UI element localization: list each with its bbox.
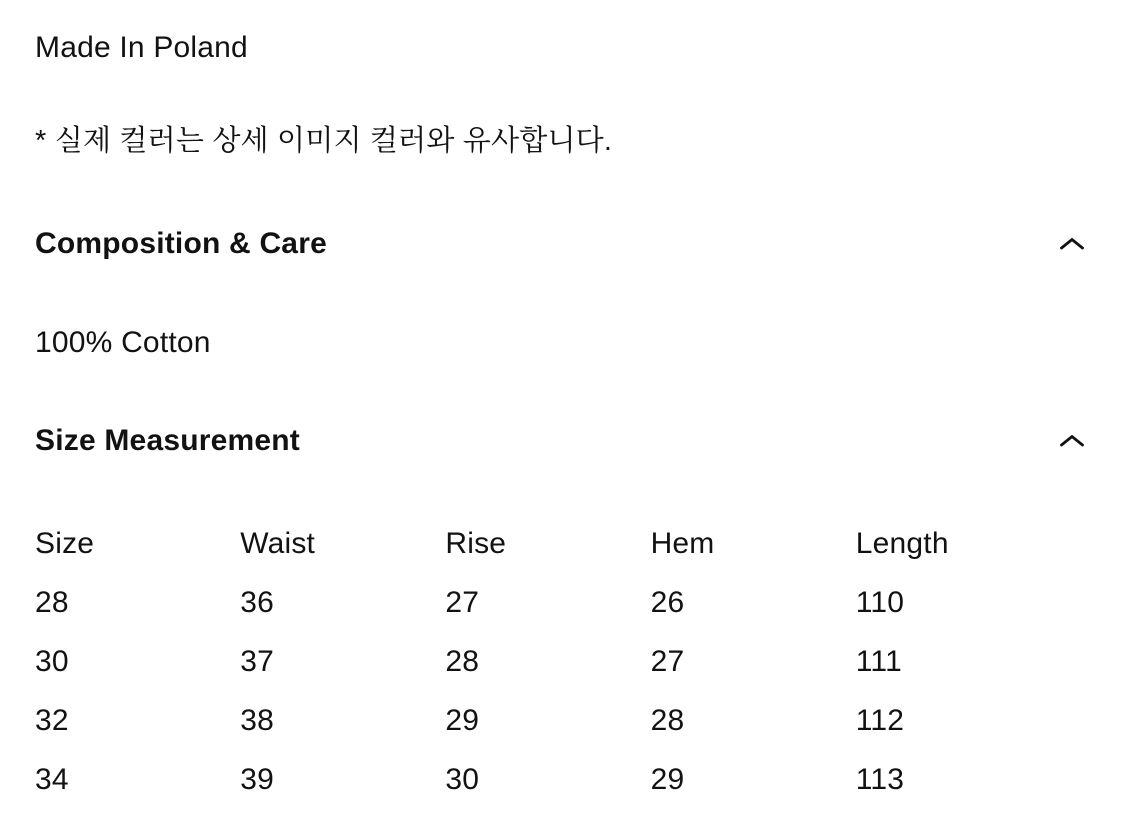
size-table-cell: 37	[240, 645, 274, 678]
size-table	[35, 529, 1090, 795]
size-table-cell: 34	[35, 763, 69, 796]
size-table-cell: 30	[445, 763, 480, 796]
size-table-cell: 113	[855, 763, 905, 796]
size-table-cell: 27	[650, 645, 685, 678]
size-table-cell: 28	[445, 645, 480, 678]
size-table-header-cell: Rise	[445, 527, 507, 560]
size-table-cell: 36	[240, 586, 274, 619]
chevron-up-icon[interactable]	[1059, 236, 1085, 251]
size-table-cell: 30	[35, 645, 69, 678]
chevron-up-icon[interactable]	[1059, 433, 1085, 448]
size-table-cell: 27	[445, 586, 480, 619]
composition-care-title: Composition & Care	[35, 227, 327, 260]
size-table-header-cell: Size	[35, 527, 95, 560]
size-table-cell: 39	[240, 763, 274, 796]
composition-care-content: 100% Cotton	[35, 326, 211, 359]
size-table-cell: 26	[650, 586, 685, 619]
composition-care-accordion-header[interactable]	[35, 228, 1090, 259]
size-table-cell: 29	[445, 704, 480, 737]
size-table-header-cell: Length	[855, 527, 949, 560]
color-note-text: * 실제 컬러는 상세 이미지 컬러와 유사합니다.	[35, 125, 613, 157]
size-measurement-accordion-header[interactable]	[35, 425, 1090, 456]
size-table-cell: 112	[855, 704, 905, 737]
size-table-cell: 32	[35, 704, 69, 737]
size-table-cell: 38	[240, 704, 274, 737]
size-measurement-title: Size Measurement	[35, 424, 300, 457]
size-table-header-cell: Hem	[650, 527, 715, 560]
size-table-cell: 28	[35, 586, 69, 619]
size-table-cell: 29	[650, 763, 685, 796]
origin-text: Made In Poland	[35, 31, 248, 64]
size-table-header-cell: Waist	[240, 527, 316, 560]
size-table-cell: 28	[650, 704, 685, 737]
size-table-cell: 110	[855, 586, 905, 619]
size-table-cell: 111	[855, 645, 902, 678]
